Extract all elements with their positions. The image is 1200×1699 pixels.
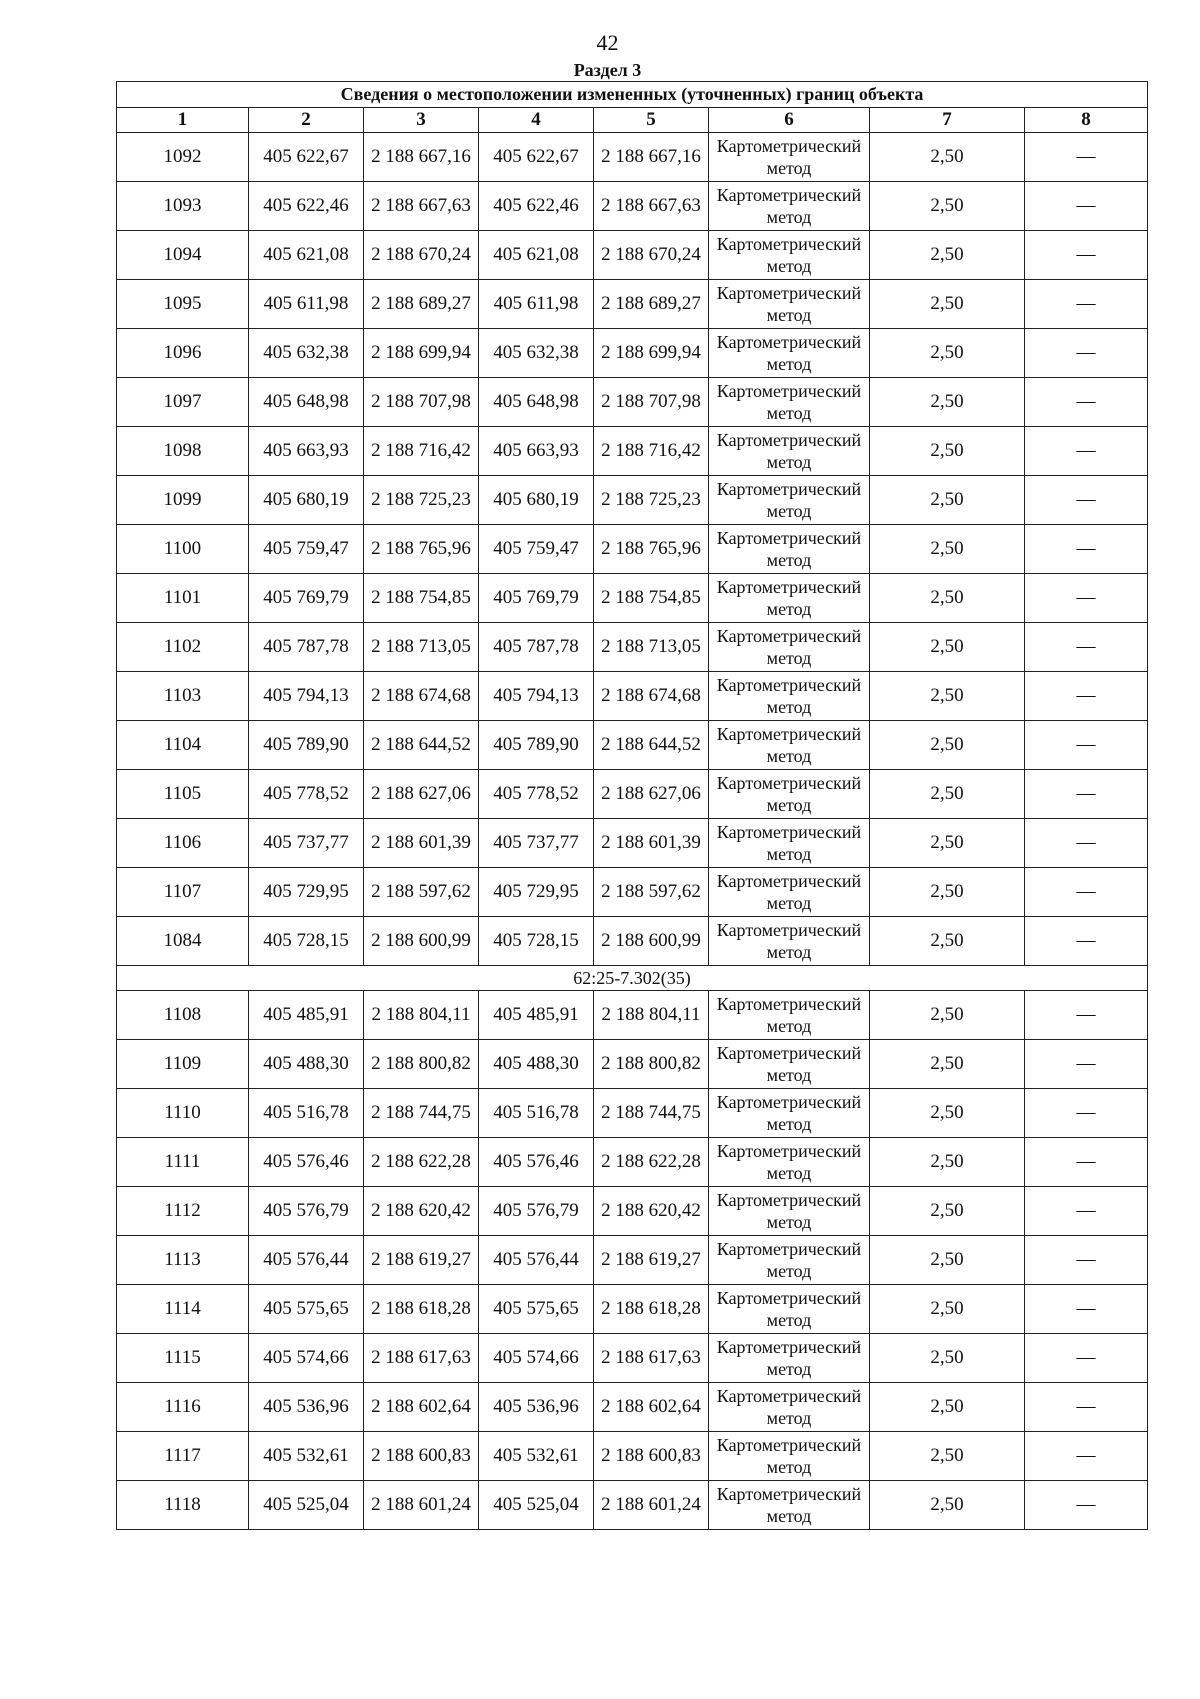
y-existing: 2 188 754,85 bbox=[364, 574, 479, 623]
method: Картометрический метод bbox=[709, 378, 870, 427]
y-existing: 2 188 601,24 bbox=[364, 1481, 479, 1530]
accuracy: 2,50 bbox=[870, 721, 1025, 770]
blank-cell: — bbox=[1025, 1187, 1148, 1236]
blank-cell: — bbox=[1025, 1138, 1148, 1187]
x-new: 405 576,46 bbox=[479, 1138, 594, 1187]
point-number: 1117 bbox=[117, 1432, 249, 1481]
y-existing: 2 188 689,27 bbox=[364, 280, 479, 329]
accuracy: 2,50 bbox=[870, 231, 1025, 280]
point-number: 1084 bbox=[117, 917, 249, 966]
y-new: 2 188 597,62 bbox=[594, 868, 709, 917]
blank-cell: — bbox=[1025, 378, 1148, 427]
accuracy: 2,50 bbox=[870, 182, 1025, 231]
table-row bbox=[117, 917, 1148, 966]
blank-cell: — bbox=[1025, 1285, 1148, 1334]
y-new: 2 188 689,27 bbox=[594, 280, 709, 329]
table-row bbox=[117, 819, 1148, 868]
accuracy: 2,50 bbox=[870, 1187, 1025, 1236]
x-new: 405 525,04 bbox=[479, 1481, 594, 1530]
y-existing: 2 188 597,62 bbox=[364, 868, 479, 917]
blank-cell: — bbox=[1025, 1236, 1148, 1285]
method: Картометрический метод bbox=[709, 280, 870, 329]
x-new: 405 575,65 bbox=[479, 1285, 594, 1334]
accuracy: 2,50 bbox=[870, 770, 1025, 819]
table-row bbox=[117, 231, 1148, 280]
accuracy: 2,50 bbox=[870, 868, 1025, 917]
x-existing: 405 728,15 bbox=[249, 917, 364, 966]
accuracy: 2,50 bbox=[870, 525, 1025, 574]
column-number: 7 bbox=[870, 108, 1025, 133]
point-number: 1110 bbox=[117, 1089, 249, 1138]
accuracy: 2,50 bbox=[870, 991, 1025, 1040]
x-existing: 405 576,79 bbox=[249, 1187, 364, 1236]
blank-cell: — bbox=[1025, 1432, 1148, 1481]
x-existing: 405 787,78 bbox=[249, 623, 364, 672]
blank-cell: — bbox=[1025, 329, 1148, 378]
x-new: 405 787,78 bbox=[479, 623, 594, 672]
point-number: 1094 bbox=[117, 231, 249, 280]
table-row bbox=[117, 182, 1148, 231]
x-new: 405 621,08 bbox=[479, 231, 594, 280]
y-existing: 2 188 601,39 bbox=[364, 819, 479, 868]
x-new: 405 729,95 bbox=[479, 868, 594, 917]
y-existing: 2 188 725,23 bbox=[364, 476, 479, 525]
table-row bbox=[117, 1089, 1148, 1138]
x-existing: 405 622,67 bbox=[249, 133, 364, 182]
y-new: 2 188 617,63 bbox=[594, 1334, 709, 1383]
x-existing: 405 737,77 bbox=[249, 819, 364, 868]
column-number: 6 bbox=[709, 108, 870, 133]
y-existing: 2 188 713,05 bbox=[364, 623, 479, 672]
x-new: 405 622,67 bbox=[479, 133, 594, 182]
point-number: 1101 bbox=[117, 574, 249, 623]
y-new: 2 188 754,85 bbox=[594, 574, 709, 623]
y-new: 2 188 707,98 bbox=[594, 378, 709, 427]
y-existing: 2 188 765,96 bbox=[364, 525, 479, 574]
y-existing: 2 188 622,28 bbox=[364, 1138, 479, 1187]
table-row bbox=[117, 1334, 1148, 1383]
point-number: 1102 bbox=[117, 623, 249, 672]
table-row bbox=[117, 623, 1148, 672]
method: Картометрический метод bbox=[709, 672, 870, 721]
section-title: Раздел 3 bbox=[573, 60, 642, 80]
blank-cell: — bbox=[1025, 427, 1148, 476]
x-new: 405 532,61 bbox=[479, 1432, 594, 1481]
group-row bbox=[117, 966, 1148, 991]
accuracy: 2,50 bbox=[870, 672, 1025, 721]
x-existing: 405 622,46 bbox=[249, 182, 364, 231]
accuracy: 2,50 bbox=[870, 1285, 1025, 1334]
y-existing: 2 188 674,68 bbox=[364, 672, 479, 721]
x-new: 405 611,98 bbox=[479, 280, 594, 329]
accuracy: 2,50 bbox=[870, 1432, 1025, 1481]
method: Картометрический метод bbox=[709, 133, 870, 182]
accuracy: 2,50 bbox=[870, 917, 1025, 966]
blank-cell: — bbox=[1025, 991, 1148, 1040]
y-new: 2 188 644,52 bbox=[594, 721, 709, 770]
blank-cell: — bbox=[1025, 231, 1148, 280]
table-row bbox=[117, 1236, 1148, 1285]
blank-cell: — bbox=[1025, 770, 1148, 819]
x-new: 405 632,38 bbox=[479, 329, 594, 378]
y-new: 2 188 800,82 bbox=[594, 1040, 709, 1089]
table-row bbox=[117, 427, 1148, 476]
y-new: 2 188 600,83 bbox=[594, 1432, 709, 1481]
x-existing: 405 575,65 bbox=[249, 1285, 364, 1334]
x-existing: 405 574,66 bbox=[249, 1334, 364, 1383]
x-existing: 405 648,98 bbox=[249, 378, 364, 427]
method: Картометрический метод bbox=[709, 1334, 870, 1383]
page-number: 42 bbox=[596, 30, 619, 55]
x-new: 405 576,44 bbox=[479, 1236, 594, 1285]
point-number: 1105 bbox=[117, 770, 249, 819]
method: Картометрический метод bbox=[709, 574, 870, 623]
accuracy: 2,50 bbox=[870, 133, 1025, 182]
blank-cell: — bbox=[1025, 525, 1148, 574]
y-existing: 2 188 600,83 bbox=[364, 1432, 479, 1481]
group-label: 62:25-7.302(35) bbox=[117, 966, 1148, 991]
method: Картометрический метод bbox=[709, 819, 870, 868]
x-existing: 405 488,30 bbox=[249, 1040, 364, 1089]
y-existing: 2 188 800,82 bbox=[364, 1040, 479, 1089]
y-new: 2 188 765,96 bbox=[594, 525, 709, 574]
x-new: 405 576,79 bbox=[479, 1187, 594, 1236]
y-existing: 2 188 667,63 bbox=[364, 182, 479, 231]
column-number: 1 bbox=[117, 108, 249, 133]
blank-cell: — bbox=[1025, 721, 1148, 770]
column-number: 5 bbox=[594, 108, 709, 133]
method: Картометрический метод bbox=[709, 868, 870, 917]
blank-cell: — bbox=[1025, 476, 1148, 525]
table-row bbox=[117, 1138, 1148, 1187]
x-new: 405 536,96 bbox=[479, 1383, 594, 1432]
point-number: 1095 bbox=[117, 280, 249, 329]
y-new: 2 188 619,27 bbox=[594, 1236, 709, 1285]
table-row bbox=[117, 1285, 1148, 1334]
blank-cell: — bbox=[1025, 1040, 1148, 1089]
table-body bbox=[117, 133, 1148, 1530]
x-existing: 405 769,79 bbox=[249, 574, 364, 623]
table-row bbox=[117, 1481, 1148, 1530]
x-new: 405 488,30 bbox=[479, 1040, 594, 1089]
method: Картометрический метод bbox=[709, 329, 870, 378]
point-number: 1100 bbox=[117, 525, 249, 574]
x-existing: 405 729,95 bbox=[249, 868, 364, 917]
column-number: 4 bbox=[479, 108, 594, 133]
blank-cell: — bbox=[1025, 623, 1148, 672]
point-number: 1097 bbox=[117, 378, 249, 427]
table-row bbox=[117, 378, 1148, 427]
x-new: 405 728,15 bbox=[479, 917, 594, 966]
x-existing: 405 621,08 bbox=[249, 231, 364, 280]
y-existing: 2 188 620,42 bbox=[364, 1187, 479, 1236]
coordinates-table bbox=[116, 81, 1148, 1530]
column-number: 8 bbox=[1025, 108, 1148, 133]
x-existing: 405 532,61 bbox=[249, 1432, 364, 1481]
point-number: 1099 bbox=[117, 476, 249, 525]
column-number: 3 bbox=[364, 108, 479, 133]
y-new: 2 188 627,06 bbox=[594, 770, 709, 819]
accuracy: 2,50 bbox=[870, 1089, 1025, 1138]
column-number-row bbox=[117, 108, 1148, 133]
y-new: 2 188 716,42 bbox=[594, 427, 709, 476]
x-existing: 405 759,47 bbox=[249, 525, 364, 574]
blank-cell: — bbox=[1025, 917, 1148, 966]
blank-cell: — bbox=[1025, 1383, 1148, 1432]
y-new: 2 188 600,99 bbox=[594, 917, 709, 966]
method: Картометрический метод bbox=[709, 1089, 870, 1138]
table-row bbox=[117, 133, 1148, 182]
x-new: 405 485,91 bbox=[479, 991, 594, 1040]
point-number: 1118 bbox=[117, 1481, 249, 1530]
table-row bbox=[117, 329, 1148, 378]
x-existing: 405 789,90 bbox=[249, 721, 364, 770]
method: Картометрический метод bbox=[709, 1138, 870, 1187]
method: Картометрический метод bbox=[709, 770, 870, 819]
x-existing: 405 525,04 bbox=[249, 1481, 364, 1530]
table-row bbox=[117, 1432, 1148, 1481]
table-row bbox=[117, 476, 1148, 525]
y-existing: 2 188 699,94 bbox=[364, 329, 479, 378]
x-existing: 405 778,52 bbox=[249, 770, 364, 819]
table-row bbox=[117, 721, 1148, 770]
blank-cell: — bbox=[1025, 819, 1148, 868]
x-new: 405 759,47 bbox=[479, 525, 594, 574]
y-existing: 2 188 602,64 bbox=[364, 1383, 479, 1432]
method: Картометрический метод bbox=[709, 1236, 870, 1285]
y-new: 2 188 601,39 bbox=[594, 819, 709, 868]
method: Картометрический метод bbox=[709, 1432, 870, 1481]
point-number: 1113 bbox=[117, 1236, 249, 1285]
y-existing: 2 188 644,52 bbox=[364, 721, 479, 770]
accuracy: 2,50 bbox=[870, 1334, 1025, 1383]
x-existing: 405 663,93 bbox=[249, 427, 364, 476]
method: Картометрический метод bbox=[709, 721, 870, 770]
method: Картометрический метод bbox=[709, 525, 870, 574]
y-existing: 2 188 707,98 bbox=[364, 378, 479, 427]
point-number: 1109 bbox=[117, 1040, 249, 1089]
x-existing: 405 794,13 bbox=[249, 672, 364, 721]
accuracy: 2,50 bbox=[870, 623, 1025, 672]
table-row bbox=[117, 672, 1148, 721]
table-row bbox=[117, 525, 1148, 574]
accuracy: 2,50 bbox=[870, 1040, 1025, 1089]
x-new: 405 789,90 bbox=[479, 721, 594, 770]
point-number: 1104 bbox=[117, 721, 249, 770]
y-new: 2 188 713,05 bbox=[594, 623, 709, 672]
x-new: 405 663,93 bbox=[479, 427, 594, 476]
y-new: 2 188 618,28 bbox=[594, 1285, 709, 1334]
y-new: 2 188 667,63 bbox=[594, 182, 709, 231]
y-existing: 2 188 804,11 bbox=[364, 991, 479, 1040]
method: Картометрический метод bbox=[709, 991, 870, 1040]
blank-cell: — bbox=[1025, 1089, 1148, 1138]
y-new: 2 188 601,24 bbox=[594, 1481, 709, 1530]
accuracy: 2,50 bbox=[870, 1383, 1025, 1432]
x-new: 405 737,77 bbox=[479, 819, 594, 868]
y-new: 2 188 674,68 bbox=[594, 672, 709, 721]
y-new: 2 188 620,42 bbox=[594, 1187, 709, 1236]
blank-cell: — bbox=[1025, 182, 1148, 231]
point-number: 1106 bbox=[117, 819, 249, 868]
method: Картометрический метод bbox=[709, 1285, 870, 1334]
point-number: 1093 bbox=[117, 182, 249, 231]
point-number: 1111 bbox=[117, 1138, 249, 1187]
point-number: 1092 bbox=[117, 133, 249, 182]
y-existing: 2 188 617,63 bbox=[364, 1334, 479, 1383]
accuracy: 2,50 bbox=[870, 574, 1025, 623]
x-existing: 405 536,96 bbox=[249, 1383, 364, 1432]
method: Картометрический метод bbox=[709, 1383, 870, 1432]
y-existing: 2 188 670,24 bbox=[364, 231, 479, 280]
y-new: 2 188 699,94 bbox=[594, 329, 709, 378]
table-caption: Сведения о местоположении измененных (уточненных) границ объекта bbox=[117, 82, 1148, 108]
table-row bbox=[117, 770, 1148, 819]
x-new: 405 680,19 bbox=[479, 476, 594, 525]
method: Картометрический метод bbox=[709, 1481, 870, 1530]
table-row bbox=[117, 1383, 1148, 1432]
method: Картометрический метод bbox=[709, 476, 870, 525]
x-new: 405 574,66 bbox=[479, 1334, 594, 1383]
method: Картометрический метод bbox=[709, 623, 870, 672]
method: Картометрический метод bbox=[709, 427, 870, 476]
x-existing: 405 576,46 bbox=[249, 1138, 364, 1187]
x-existing: 405 576,44 bbox=[249, 1236, 364, 1285]
y-new: 2 188 602,64 bbox=[594, 1383, 709, 1432]
accuracy: 2,50 bbox=[870, 1236, 1025, 1285]
blank-cell: — bbox=[1025, 1481, 1148, 1530]
accuracy: 2,50 bbox=[870, 1481, 1025, 1530]
y-existing: 2 188 627,06 bbox=[364, 770, 479, 819]
accuracy: 2,50 bbox=[870, 378, 1025, 427]
x-new: 405 516,78 bbox=[479, 1089, 594, 1138]
y-new: 2 188 670,24 bbox=[594, 231, 709, 280]
accuracy: 2,50 bbox=[870, 329, 1025, 378]
x-new: 405 778,52 bbox=[479, 770, 594, 819]
column-number: 2 bbox=[249, 108, 364, 133]
table-row bbox=[117, 1040, 1148, 1089]
accuracy: 2,50 bbox=[870, 819, 1025, 868]
method: Картометрический метод bbox=[709, 1187, 870, 1236]
point-number: 1116 bbox=[117, 1383, 249, 1432]
point-number: 1108 bbox=[117, 991, 249, 1040]
method: Картометрический метод bbox=[709, 182, 870, 231]
y-new: 2 188 804,11 bbox=[594, 991, 709, 1040]
table-row bbox=[117, 574, 1148, 623]
table-row bbox=[117, 1187, 1148, 1236]
y-new: 2 188 622,28 bbox=[594, 1138, 709, 1187]
x-new: 405 648,98 bbox=[479, 378, 594, 427]
method: Картометрический метод bbox=[709, 917, 870, 966]
x-new: 405 622,46 bbox=[479, 182, 594, 231]
accuracy: 2,50 bbox=[870, 427, 1025, 476]
blank-cell: — bbox=[1025, 1334, 1148, 1383]
x-existing: 405 485,91 bbox=[249, 991, 364, 1040]
x-existing: 405 680,19 bbox=[249, 476, 364, 525]
x-existing: 405 611,98 bbox=[249, 280, 364, 329]
accuracy: 2,50 bbox=[870, 1138, 1025, 1187]
point-number: 1103 bbox=[117, 672, 249, 721]
method: Картометрический метод bbox=[709, 231, 870, 280]
point-number: 1098 bbox=[117, 427, 249, 476]
blank-cell: — bbox=[1025, 672, 1148, 721]
x-new: 405 794,13 bbox=[479, 672, 594, 721]
accuracy: 2,50 bbox=[870, 476, 1025, 525]
accuracy: 2,50 bbox=[870, 280, 1025, 329]
x-existing: 405 632,38 bbox=[249, 329, 364, 378]
blank-cell: — bbox=[1025, 280, 1148, 329]
blank-cell: — bbox=[1025, 574, 1148, 623]
y-existing: 2 188 619,27 bbox=[364, 1236, 479, 1285]
y-existing: 2 188 618,28 bbox=[364, 1285, 479, 1334]
x-existing: 405 516,78 bbox=[249, 1089, 364, 1138]
x-new: 405 769,79 bbox=[479, 574, 594, 623]
y-existing: 2 188 600,99 bbox=[364, 917, 479, 966]
y-new: 2 188 725,23 bbox=[594, 476, 709, 525]
y-new: 2 188 744,75 bbox=[594, 1089, 709, 1138]
y-existing: 2 188 667,16 bbox=[364, 133, 479, 182]
y-existing: 2 188 716,42 bbox=[364, 427, 479, 476]
point-number: 1115 bbox=[117, 1334, 249, 1383]
point-number: 1114 bbox=[117, 1285, 249, 1334]
y-existing: 2 188 744,75 bbox=[364, 1089, 479, 1138]
table-row bbox=[117, 868, 1148, 917]
method: Картометрический метод bbox=[709, 1040, 870, 1089]
point-number: 1107 bbox=[117, 868, 249, 917]
table-row bbox=[117, 991, 1148, 1040]
blank-cell: — bbox=[1025, 868, 1148, 917]
point-number: 1112 bbox=[117, 1187, 249, 1236]
table-row bbox=[117, 280, 1148, 329]
y-new: 2 188 667,16 bbox=[594, 133, 709, 182]
point-number: 1096 bbox=[117, 329, 249, 378]
blank-cell: — bbox=[1025, 133, 1148, 182]
